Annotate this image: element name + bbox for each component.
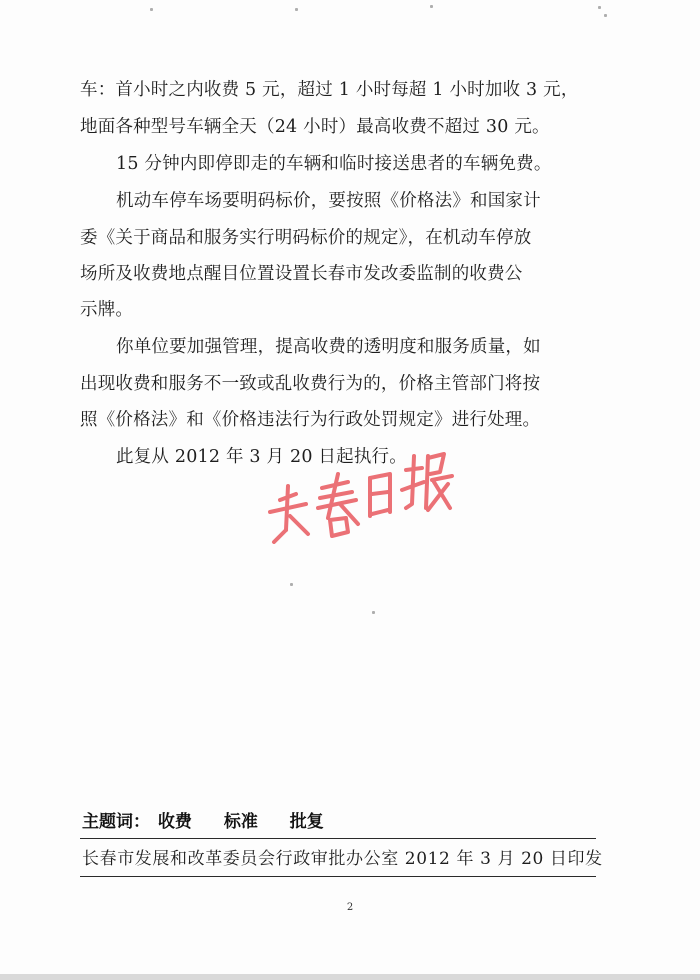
keyword-item: 批复 (289, 812, 324, 832)
body-line: 场所及收费地点醒目位置设置长春市发改委监制的收费公 (80, 264, 523, 284)
issuer-line: 长春市发展和改革委员会行政审批办公室 2012 年 3 月 20 日印发 (82, 849, 603, 869)
keyword-item: 收费 (157, 812, 192, 832)
scan-speck (372, 611, 375, 614)
body-line: 此复从 2012 年 3 月 20 日起执行。 (116, 447, 407, 467)
scan-speck (295, 8, 298, 11)
divider-rule-top (80, 838, 596, 839)
body-line: 照《价格法》和《价格违法行为行政处罚规定》进行处理。 (80, 410, 541, 430)
body-line: 委《关于商品和服务实行明码标价的规定》，在机动车停放 (80, 228, 532, 248)
body-line: 15 分钟内即停即走的车辆和临时接送患者的车辆免费。 (116, 154, 552, 174)
keywords-label: 主题词： (82, 812, 150, 832)
body-line: 你单位要加强管理，提高收费的透明度和服务质量，如 (116, 337, 541, 357)
scan-speck (150, 8, 153, 11)
keyword-item: 标准 (223, 812, 258, 832)
scan-speck (604, 14, 607, 17)
body-line: 示牌。 (80, 300, 134, 320)
body-line: 车：首小时之内收费 5 元，超过 1 小时每超 1 小时加收 3 元， (80, 80, 579, 100)
subject-keywords (82, 811, 350, 833)
scan-speck (290, 583, 293, 586)
body-line: 机动车停车场要明码标价，要按照《价格法》和国家计 (116, 191, 541, 211)
page-number: 2 (346, 902, 354, 913)
scan-bottom-edge (0, 974, 700, 980)
scan-speck (598, 6, 601, 9)
scan-speck (430, 5, 433, 8)
body-line: 出现收费和服务不一致或乱收费行为的，价格主管部门将按 (80, 374, 541, 394)
body-line: 地面各种型号车辆全天（24 小时）最高收费不超过 30 元。 (80, 117, 550, 137)
divider-rule-bottom (80, 876, 596, 877)
